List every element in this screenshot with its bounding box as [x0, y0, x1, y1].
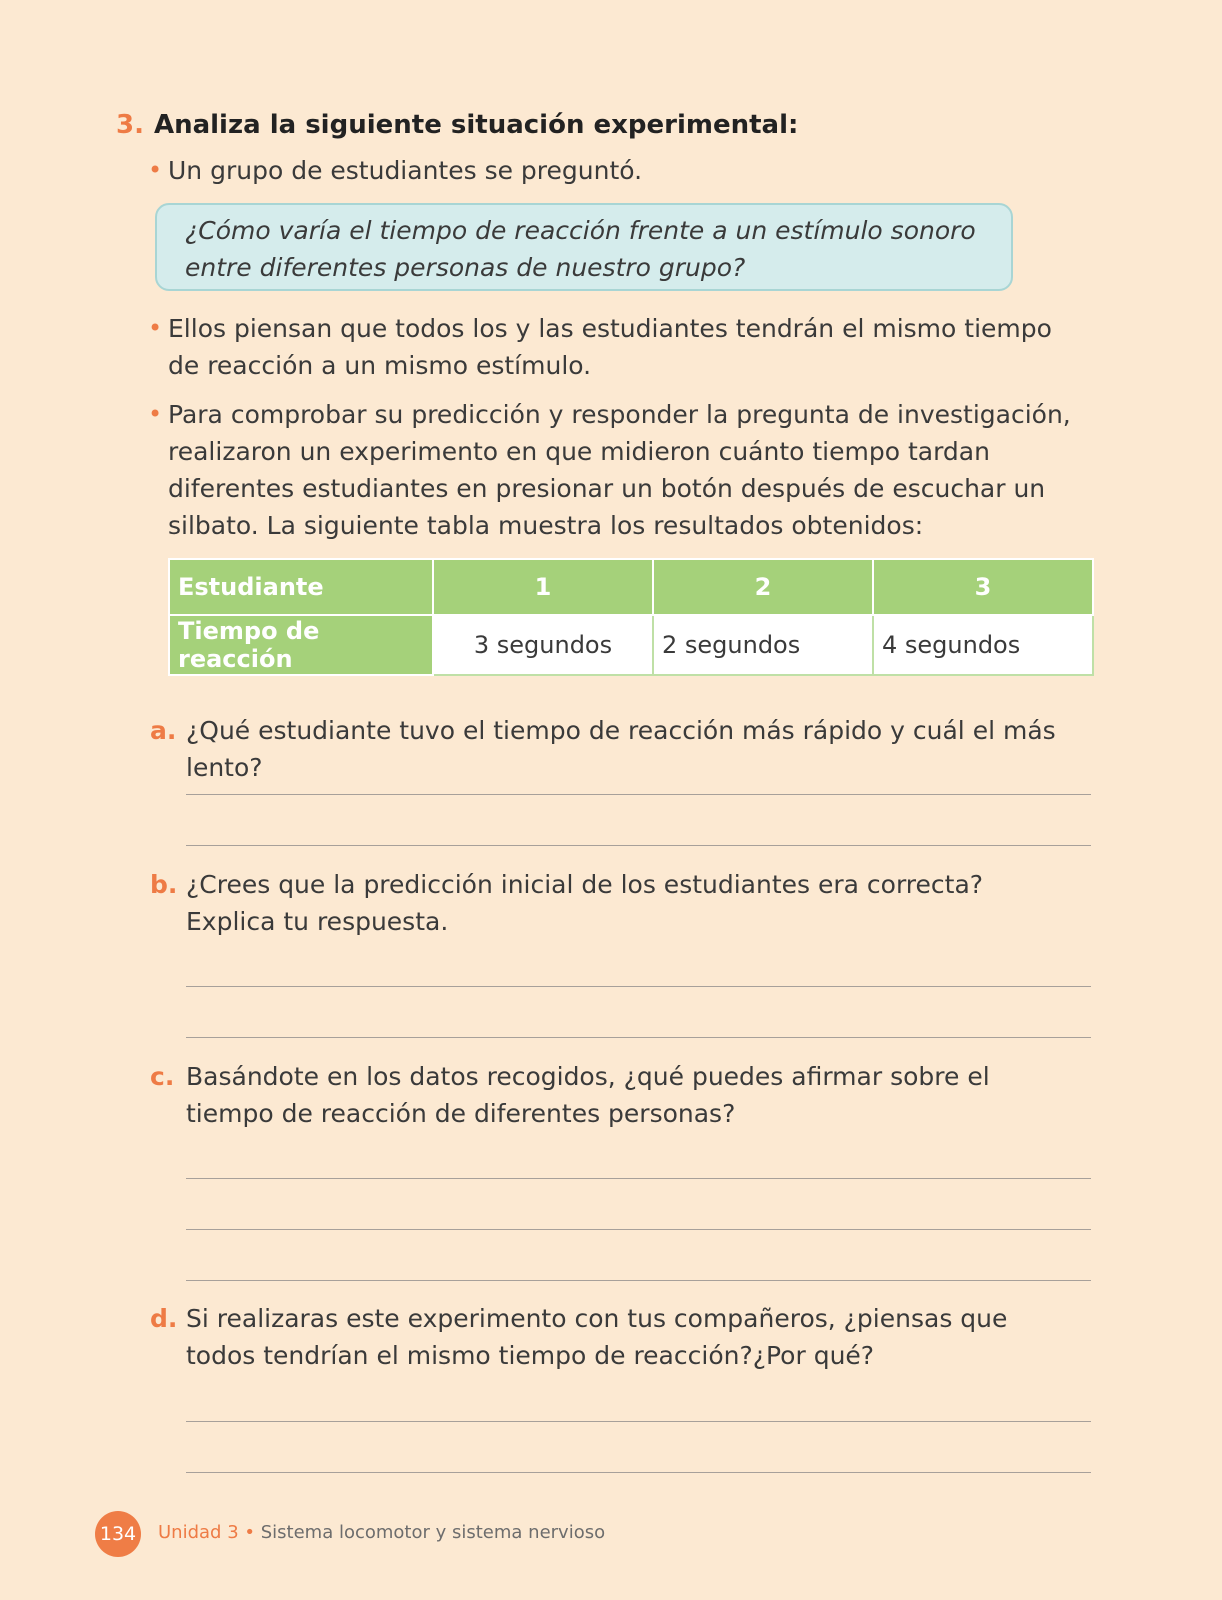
subquestion-letter: b. — [150, 870, 178, 899]
subquestion-letter: c. — [150, 1062, 175, 1091]
bullet-item: • Un grupo de estudiantes se preguntó. — [168, 152, 1088, 189]
bullet-dot-icon: • — [148, 314, 163, 342]
footer-caption — [158, 1522, 605, 1543]
bullet-dot-icon: • — [148, 156, 163, 184]
answer-line[interactable] — [186, 1421, 1091, 1422]
research-question-box — [155, 203, 1013, 291]
subquestion-c — [150, 1058, 1070, 1132]
bullet-item: • Ellos piensan que todos los y las estudiantes tendrán el mismo tiempo de reacción a un mismo estímulo. — [168, 310, 1088, 384]
research-question-text: ¿Cómo varía el tiempo de reacción frente a un estímulo sonoro entre diferentes personas de nuestro grupo? — [185, 216, 976, 282]
table-cell: 3 segundos — [433, 615, 653, 675]
table-header-student: Estudiante — [169, 559, 433, 615]
subquestion-text: Basándote en los datos recogidos, ¿qué puedes afirmar sobre el tiempo de reacción de diferentes personas? — [186, 1062, 990, 1128]
table-cell: 4 segundos — [873, 615, 1093, 675]
answer-line[interactable] — [186, 1229, 1091, 1230]
table-row — [169, 615, 1093, 675]
subquestion-letter: d. — [150, 1304, 178, 1333]
results-table — [168, 558, 1094, 676]
table-header-cell: 2 — [653, 559, 873, 615]
footer-subject: Sistema locomotor y sistema nervioso — [260, 1522, 606, 1543]
table-cell: 2 segundos — [653, 615, 873, 675]
question-number: 3. — [116, 110, 144, 140]
table-header-reaction-time: Tiempo de reacción — [169, 615, 433, 675]
question-heading — [116, 110, 798, 140]
answer-line[interactable] — [186, 986, 1091, 987]
footer-unit: Unidad 3 — [158, 1522, 239, 1543]
page-number-badge: 134 — [95, 1511, 141, 1557]
subquestion-a — [150, 712, 1070, 786]
answer-line[interactable] — [186, 1037, 1091, 1038]
footer-separator: • — [244, 1522, 255, 1543]
table-row — [169, 559, 1093, 615]
question-title: Analiza la siguiente situación experimental: — [153, 110, 799, 140]
answer-line[interactable] — [186, 794, 1091, 795]
subquestion-letter: a. — [150, 716, 177, 745]
answer-line[interactable] — [186, 1280, 1091, 1281]
subquestion-text: ¿Crees que la predicción inicial de los estudiantes era correcta? Explica tu respuesta. — [186, 870, 984, 936]
table-header-cell: 3 — [873, 559, 1093, 615]
answer-line[interactable] — [186, 1178, 1091, 1179]
table-header-cell: 1 — [433, 559, 653, 615]
answer-line[interactable] — [186, 1472, 1091, 1473]
subquestion-text: Si realizaras este experimento con tus compañeros, ¿piensas que todos tendrían el mismo tiempo de reacción?¿Por qué? — [186, 1304, 1008, 1370]
bullet-dot-icon: • — [148, 400, 163, 428]
bullet-item: • Para comprobar su predicción y responder la pregunta de investigación, realizaron un experimento en que midieron cuánto tiempo tardan diferentes estudiantes en presionar un botón después de escuchar un silbato. La siguiente tabla muestra los resultados obtenidos: — [168, 396, 1088, 544]
answer-line[interactable] — [186, 845, 1091, 846]
subquestion-text: ¿Qué estudiante tuvo el tiempo de reacción más rápido y cuál el más lento? — [186, 716, 1056, 782]
subquestion-b — [150, 866, 1070, 940]
subquestion-d — [150, 1300, 1070, 1374]
